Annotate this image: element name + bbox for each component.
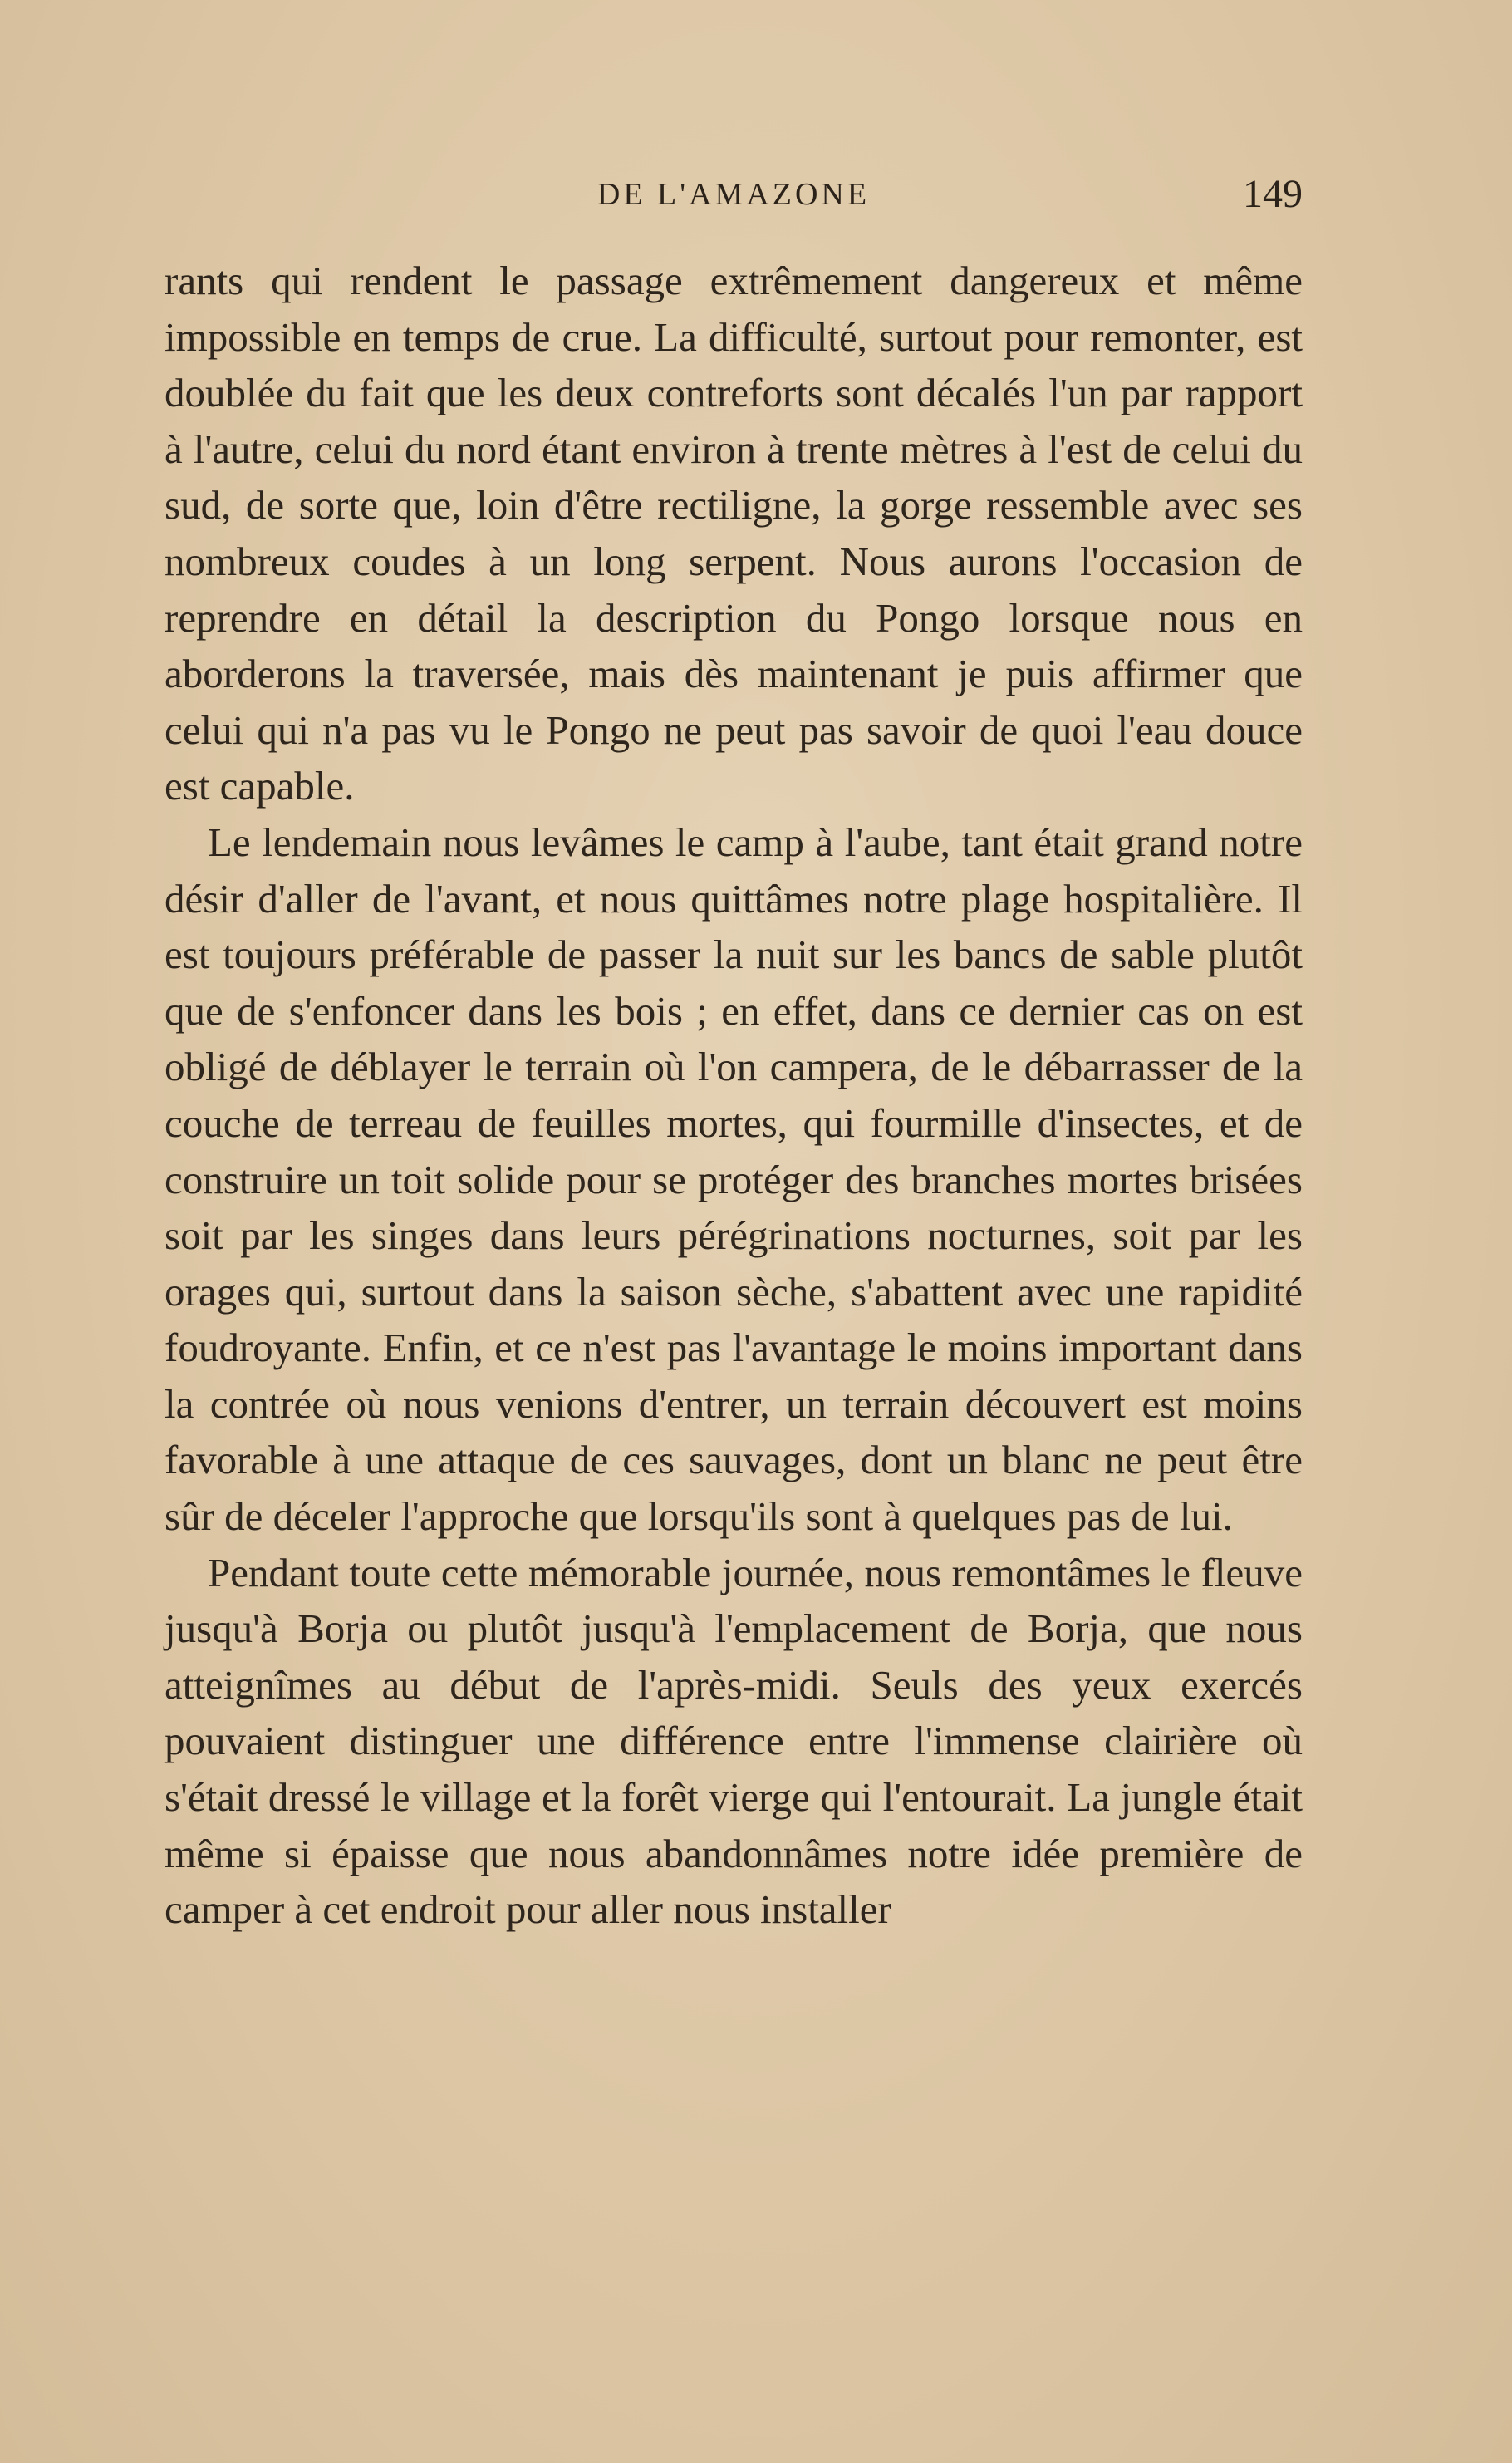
body-text <box>164 253 1303 1938</box>
paragraph: Pendant toute cette mémorable journée, nous remontâmes le fleuve jusqu'à Borja ou plutôt jusqu'à l'emplacement de Borja, que nous atteignîmes au début de l'après-midi. Seuls des yeux exercés pouvaient distinguer une différence entre l'immense clairière où s'était dressé le village et la forêt vierge qui l'entourait. La jungle était même si épaisse que nous abandonnâmes notre idée première de camper à cet endroit pour aller nous installer <box>164 1549 1303 1933</box>
page-number: 149 <box>1243 172 1303 216</box>
paragraph: Le lendemain nous levâmes le camp à l'aube, tant était grand notre désir d'aller de l'avant, et nous quittâmes notre plage hospitalière. Il est toujours préférable de passer la nuit sur les bancs de sable plutôt que de s'enfoncer dans les bois ; en effet, dans ce dernier cas on est obligé de déblayer le terrain où l'on campera, de le débarrasser de la couche de terreau de feuilles mortes, qui fourmille d'insectes, et de construire un toit solide pour se protéger des branches mortes brisées soit par les singes dans leurs pérégrinations nocturnes, soit par les orages qui, surtout dans la saison sèche, s'abattent avec une rapidité foudroyante. Enfin, et ce n'est pas l'avantage le moins important dans la contrée où nous venions d'entrer, un terrain découvert est moins favorable à une attaque de ces sauvages, dont un blanc ne peut être sûr de déceler l'approche que lorsqu'ils sont à quelques pas de lui. <box>164 819 1303 1540</box>
running-title: DE L'AMAZONE <box>596 177 871 212</box>
paragraph: rants qui rendent le passage extrêmement dangereux et même impossible en temps de crue. La difficulté, surtout pour remonter, est doublée du fait que les deux contreforts sont décalés l'un par rapport à l'autre, celui du nord étant environ à trente mètres à l'est de celui du sud, de sorte que, loin d'être rectiligne, la gorge ressemble avec ses nombreux coudes à un long serpent. Nous aurons l'occasion de reprendre en détail la description du Pongo lorsque nous en aborderons la traversée, mais dès maintenant je puis affirmer que celui qui n'a pas vu le Pongo ne peut pas savoir de quoi l'eau douce est capable. <box>164 258 1303 809</box>
page-header <box>164 171 1303 221</box>
